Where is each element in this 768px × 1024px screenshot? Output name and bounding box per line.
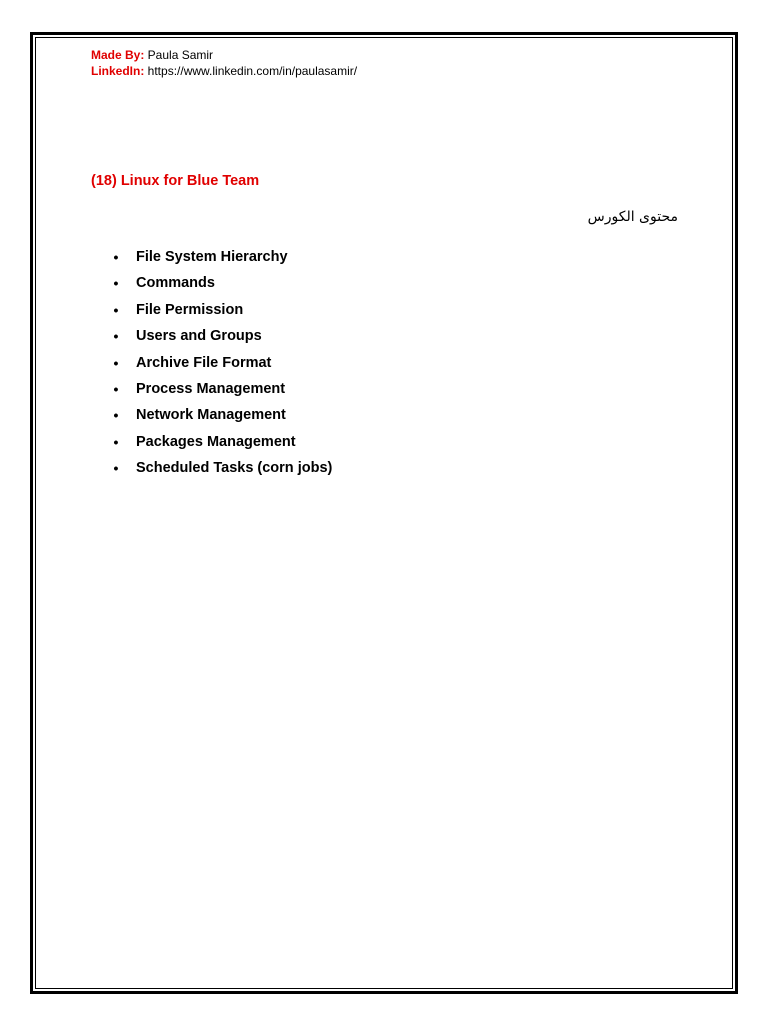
made-by-label: Made By: (91, 48, 145, 62)
bullet-icon: • (113, 328, 119, 345)
list-item (110, 247, 332, 273)
topic-label: File Permission (136, 301, 244, 318)
bullet-icon: • (113, 354, 119, 371)
made-by-value: Paula Samir (144, 48, 214, 62)
linkedin-url: https://www.linkedin.com/in/paulasamir/ (144, 64, 358, 78)
topic-label: Network Management (136, 407, 286, 424)
topic-label: Archive File Format (136, 354, 272, 371)
course-content-heading: محتوى الكورس (587, 209, 678, 225)
made-by-line (91, 47, 357, 63)
topic-label: Users and Groups (136, 328, 262, 345)
topic-label: Scheduled Tasks (corn jobs) (136, 460, 333, 477)
list-item (110, 458, 332, 484)
linkedin-label: LinkedIn: (91, 64, 145, 78)
bullet-icon: • (113, 301, 119, 318)
topic-label: Commands (136, 275, 215, 292)
list-item (110, 300, 332, 326)
bullet-icon: • (113, 433, 119, 450)
topic-list (110, 247, 332, 485)
list-item (110, 432, 332, 458)
author-info (91, 47, 357, 79)
list-item (110, 273, 332, 299)
bullet-icon: • (113, 249, 119, 265)
bullet-icon: • (113, 275, 119, 292)
bullet-icon: • (113, 460, 119, 477)
list-item (110, 353, 332, 379)
list-item (110, 326, 332, 352)
topic-label: File System Hierarchy (136, 249, 288, 265)
list-item (110, 405, 332, 431)
bullet-icon: • (113, 407, 119, 424)
topic-label: Packages Management (136, 433, 296, 450)
linkedin-line (91, 63, 357, 79)
bullet-icon: • (113, 380, 119, 397)
document-title: (18) Linux for Blue Team (91, 173, 260, 189)
topic-label: Process Management (136, 380, 286, 397)
list-item (110, 379, 332, 405)
